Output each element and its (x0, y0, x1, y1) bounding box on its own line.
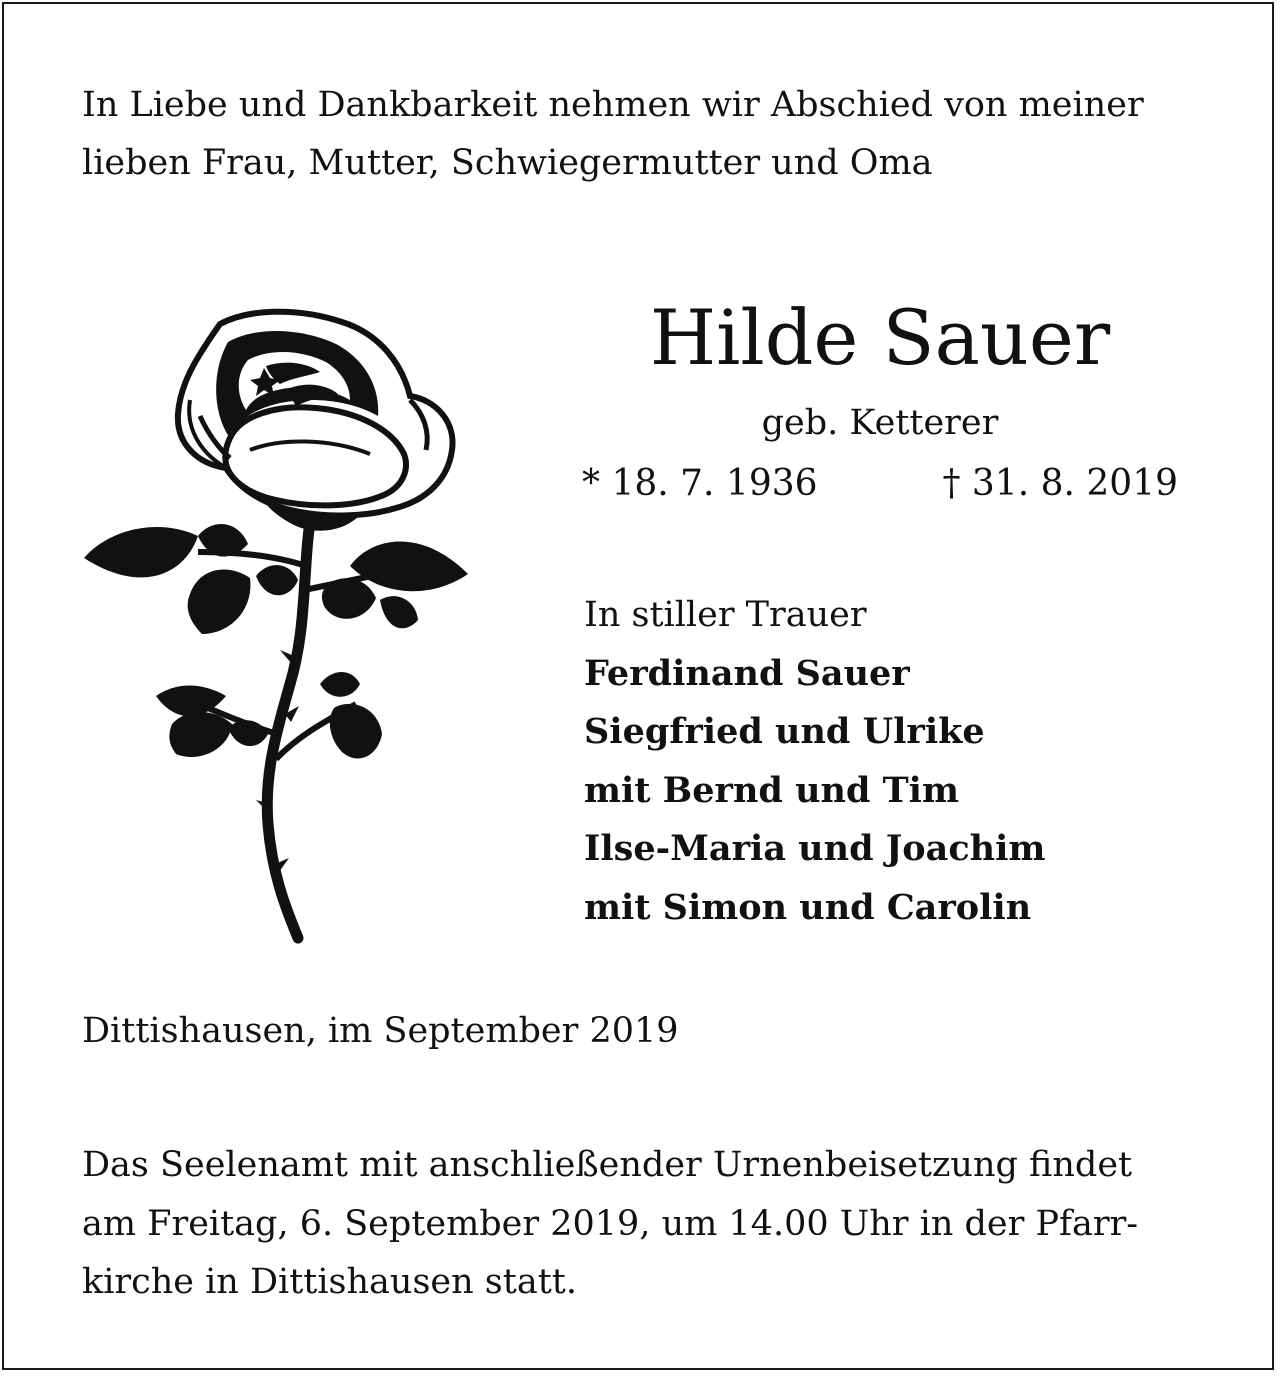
service-info (82, 1136, 1212, 1312)
deceased-name: Hilde Sauer (649, 293, 1111, 382)
rose-icon (80, 304, 475, 944)
mourner-name: mit Bernd und Tim (584, 769, 960, 811)
maiden-name: geb. Ketterer (761, 403, 999, 443)
life-dates (582, 456, 1182, 512)
mourner-name: mit Simon und Carolin (584, 886, 1032, 928)
service-line-3: kirche in Dittishausen statt. (82, 1262, 577, 1302)
mourner-name: Ilse-Maria und Joachim (584, 828, 1046, 869)
intro-line-2: lieben Frau, Mutter, Schwiegermutter und Oma (82, 143, 933, 183)
birth-date: * 18. 7. 1936 (582, 463, 818, 504)
service-line-2: am Freitag, 6. September 2019, um 14.00 Uhr in der Pfarr- (82, 1203, 1139, 1244)
mourners-block (584, 586, 1224, 937)
intro-text (82, 76, 1222, 192)
place-date: Dittishausen, im September 2019 (82, 1011, 679, 1051)
mourner-name: Ferdinand Sauer (584, 652, 910, 694)
mourners-list (584, 645, 1224, 938)
service-line-1: Das Seelenamt mit anschließender Urnenbeisetzung findet (82, 1145, 1133, 1185)
intro-line-1: In Liebe und Dankbarkeit nehmen wir Abschied von meiner (82, 85, 1144, 125)
mourner-name: Siegfried und Ulrike (584, 711, 985, 752)
mourners-lead: In stiller Trauer (584, 595, 867, 635)
death-date: † 31. 8. 2019 (942, 463, 1178, 504)
